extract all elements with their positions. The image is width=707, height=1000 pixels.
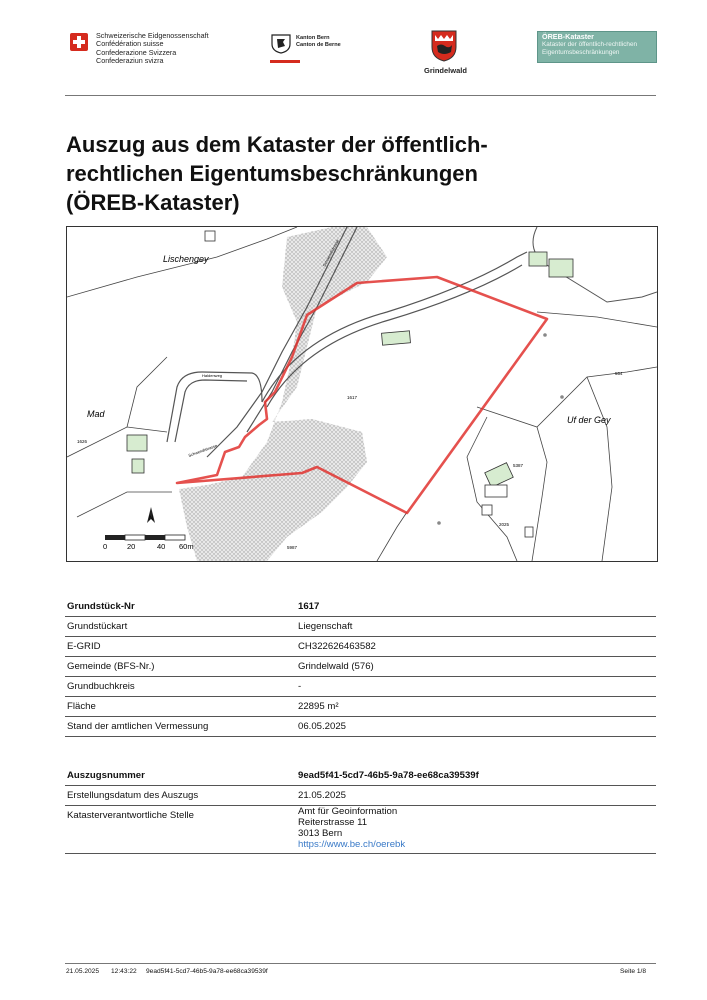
row-value: Liegenschaft [298,621,353,632]
row-value: 21.05.2025 [298,790,347,801]
scale-tick-label: 60m [179,542,194,551]
parcel-line [77,492,172,517]
canton-text [296,35,341,49]
row-label: Grundbuchkreis [67,681,135,692]
office-address-line: Amt für Geoinformation [298,806,398,817]
building [132,459,144,473]
road-label: Schwendistrasse [187,442,218,458]
confederation-line: Confédération suisse [96,39,164,49]
parcel-number: 1617 [347,395,358,400]
parcel-number: 5387 [513,463,524,468]
row-label: Grundstückart [67,621,128,632]
building [482,505,492,515]
building [549,259,573,277]
north-label: N [149,516,154,522]
row-label: Erstellungsdatum des Auszugs [67,790,199,801]
parcel-number: 2025 [499,522,510,527]
building [382,331,411,345]
building [485,463,514,488]
survey-point [437,521,441,525]
confederation-text [96,32,209,65]
parcel-number: 554 [615,371,623,376]
parcel-line [127,357,167,427]
road-label: Haldenweg [202,373,223,378]
canton-accent-bar [270,60,300,63]
row-label: Katasterverantwortliche Stelle [67,810,194,821]
bern-coat-of-arms-icon [270,34,292,54]
office-address-line: Reiterstrasse 11 [298,817,368,828]
row-value: 9ead5f41-5cd7-46b5-9a78-ee68ca39539f [298,770,479,781]
table-row-survey-date [65,716,656,737]
confederation-line: Schweizerische Eidgenossenschaft [96,31,209,40]
table-row-land-registry-district [65,676,656,697]
scale-tick-label: 0 [103,542,108,551]
row-value: CH322626463582 [298,641,376,652]
cadastral-map [66,226,658,562]
confederation-line: Confederaziun svizra [96,55,164,65]
row-label: Stand der amtlichen Vermessung [67,721,209,732]
row-value: Grindelwald (576) [298,661,374,672]
parcel-number: 1626 [77,439,88,444]
oereb-logo-title: ÖREB-Kataster [542,32,594,41]
place-label: Mad [87,409,105,419]
row-value: - [298,681,302,692]
road-label: Schwendistrasse [321,238,341,268]
office-address [298,806,405,850]
row-label: Auszugsnummer [67,770,145,781]
building [205,231,215,241]
parcel-line [587,377,612,561]
road [175,380,247,442]
row-label: Gemeinde (BFS-Nr.) [67,661,155,672]
table-row-area [65,696,656,717]
row-value: 1617 [298,601,320,612]
swiss-flag-icon [70,33,88,51]
row-label: Grundstück-Nr [67,601,135,612]
office-website-link[interactable]: https://www.be.ch/oerebk [298,839,406,850]
footer-date: 21.05.2025 [66,968,100,975]
scale-tick-label: 40 [157,542,166,551]
oereb-logo-subtitle: Kataster der öffentlich-rechtlichen Eigentumsbeschränkungen [542,41,638,56]
page-number: Seite 1/8 [620,968,647,975]
map-canvas [67,227,657,561]
footer-divider [65,963,656,964]
place-label: Lischengey [163,254,209,264]
canton-line: Canton de Berne [296,42,341,48]
building [529,252,547,266]
building [127,435,147,451]
building [485,485,507,497]
office-address-line: 3013 Bern [298,828,343,839]
parcel-line [537,312,657,327]
table-row-extract-date [65,785,656,806]
confederation-line: Confederazione Svizzera [96,47,177,57]
survey-point [543,333,547,337]
table-row-parcel-type [65,616,656,637]
parcel-line [532,427,547,561]
footer-time: 12:43:22 [111,968,137,975]
footer-extract-id: 9ead5f41-5cd7-46b5-9a78-ee68ca39539f [146,968,268,975]
canton-line: Kanton Bern [296,35,330,41]
parcel-line [377,512,407,561]
table-row-parcel-number [65,596,656,617]
scale-bar [105,535,185,540]
survey-point [560,395,564,399]
municipality-name: Grindelwald [424,66,467,75]
table-row-egrid [65,636,656,657]
row-value: 06.05.2025 [298,721,347,732]
parcel-number: 5987 [287,545,298,550]
scale-tick-label: 20 [127,542,136,551]
row-label: E-GRID [67,641,101,652]
table-row-municipality [65,656,656,677]
stippled-area [179,227,387,561]
building [525,527,533,537]
grindelwald-coat-of-arms-icon [431,30,457,62]
row-label: Fläche [67,701,96,712]
row-value: 22895 m² [298,701,339,712]
document-title: Auszug aus dem Kataster der öffentlich- rechtlichen Eigentumsbeschränkungen (ÖREB-Kataster) [66,132,488,215]
place-label: Uf der Gey [567,415,611,425]
table-row-extract-number [65,765,656,786]
header-divider [65,95,656,96]
